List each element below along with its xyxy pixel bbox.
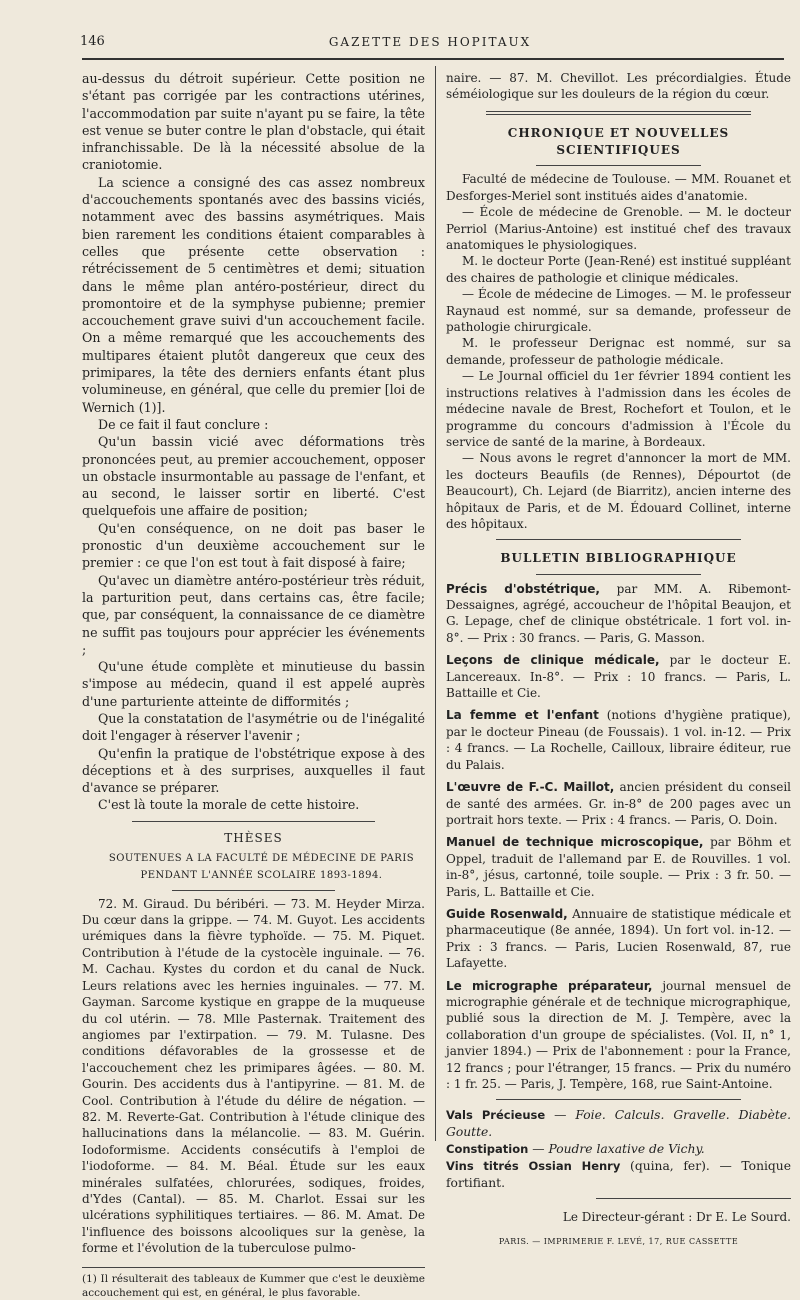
entry-title: Le micrographe préparateur, xyxy=(446,978,653,993)
chronicle-item: — Nous avons le regret d'annoncer la mort de MM. les docteurs Beaufils (de Rennes), Dépourtot (de Beaucourt), Ch. Lejard (de Biarritz), ancien interne des hôpitaux de Paris, et de M. Édouard Collinet, interne des hôpitaux. xyxy=(446,451,791,531)
paragraph: Qu'avec un diamètre antéro-postérieur très réduit, la parturition peut, dans certains cas, être facile; que, par conséquent, la connaissance de ce diamètre ne suffit pas toujours pour apprécier les événements ; xyxy=(82,572,425,657)
theses-subtitle-2: PENDANT L'ANNÉE SCOLAIRE 1893-1894. xyxy=(140,870,383,882)
chronicle-item: — École de médecine de Grenoble. — M. le docteur Perriol (Marius-Antoine) est institué chef des travaux anatomiques le physiologiques. xyxy=(446,205,791,253)
chronicle-item: M. le docteur Porte (Jean-René) est institué suppléant des chaires de pathologie et clinique médicales. xyxy=(446,254,791,285)
entry-text: par le docteur E. Lancereaux. In-8°. — Prix : 10 francs. — Paris, L. Battaille et Cie. xyxy=(446,653,791,701)
signature: Le Directeur-gérant : Dr E. Le Sourd. xyxy=(562,1210,791,1225)
entry-text: par MM. A. Ribemont-Dessaignes, agrégé, accoucheur de l'hôpital Beaujon, et G. Lepage, chef de clinique obstétricale. 1 fort vol. in-8°. — Prix : 30 francs. — Paris, G. Masson. xyxy=(446,581,791,645)
page-header xyxy=(80,34,780,54)
footnote: (1) Il résulterait des tableaux de Kummer que c'est le deuxième accouchement qui est, en général, le plus favorable. xyxy=(82,1267,425,1300)
chronicle-item: Faculté de médecine de Toulouse. — MM. Rouanet et Desforges-Meriel sont institués aides d'anatomie. xyxy=(446,172,791,203)
chronicle-item: — École de médecine de Limoges. — M. le professeur Raynaud est nommé, sur sa demande, professeur de pathologie chirurgicale. xyxy=(446,287,791,335)
paragraph: Que la constatation de l'asymétrie ou de l'inégalité doit l'engager à réserver l'avenir ; xyxy=(82,710,425,744)
entry-title: Leçons de clinique médicale, xyxy=(446,653,660,668)
entry-title: L'œuvre de F.-C. Maillot, xyxy=(446,780,615,795)
page-number: 146 xyxy=(80,34,105,49)
paragraph: Qu'enfin la pratique de l'obstétrique expose à des déceptions et à des surprises, auxquelles il faut d'avance se préparer. xyxy=(82,745,425,796)
entry-title: Précis d'obstétrique, xyxy=(446,581,600,596)
right-column xyxy=(446,70,791,1250)
chronicle-item: M. le professeur Derignac est nommé, sur sa demande, professeur de pathologie médicale. xyxy=(446,336,791,367)
entry-text: par Böhm et Oppel, traduit de l'allemand par E. de Rouvilles. 1 vol. in-8°, jésus, cartonné, toile souple. — Prix : 3 fr. 50. — Paris, L. Battaille et Cie. xyxy=(446,835,791,899)
entry-text: ancien président du conseil de santé des armées. Gr. in-8° de 200 pages avec un portrait hors texte. — Prix : 4 francs. — Paris, O. Doin. xyxy=(446,780,792,827)
bibliography-list xyxy=(446,581,791,1093)
theses-subtitle: SOUTENUES A LA FACULTÉ DE MÉDECINE DE PARIS xyxy=(108,853,415,865)
ad-text: — Poudre laxative de Vichy. xyxy=(528,1142,705,1157)
theses-continuation: naire. — 87. M. Chevillot. Les précordialgies. Étude séméiologique sur les douleurs de la région du cœur. xyxy=(446,71,791,102)
entry-title: Guide Rosenwald, xyxy=(446,906,568,921)
bibliography-title: BULLETIN BIBLIOGRAPHIQUE xyxy=(500,551,737,566)
paragraph: De ce fait il faut conclure : xyxy=(98,416,269,432)
paragraph: au-dessus du détroit supérieur. Cette position ne s'étant pas corrigée par les contractions utérines, l'accommodation par suite n'ayant pu se faire, la tête est venue se buter contre le plan d'obstacle, qui était infranchissable. De là la nécessité absolue de la craniotomie. xyxy=(82,71,425,173)
column-divider xyxy=(435,66,436,1141)
left-column xyxy=(82,70,425,1300)
ad-name: Vins titrés Ossian Henry xyxy=(446,1159,621,1174)
advertisements xyxy=(446,1107,791,1192)
ad-text: (quina, fer). — Tonique fortifiant. xyxy=(446,1159,791,1191)
chronicle-items xyxy=(446,171,791,532)
paragraph: Qu'un bassin vicié avec déformations très prononcées peut, au premier accouchement, opposer un obstacle insurmontable au passage de l'enfant, et au second, le laisser sortir en liberté. C'est quelquefois une affaire de position; xyxy=(82,434,425,519)
bibliography-entry xyxy=(446,906,791,972)
chronicle-title: CHRONIQUE ET NOUVELLES SCIENTIFIQUES xyxy=(507,125,730,158)
entry-title: Manuel de technique microscopique, xyxy=(446,835,704,850)
section-separator xyxy=(536,165,701,166)
section-separator xyxy=(132,821,375,822)
advertisement xyxy=(446,1107,791,1141)
header-rule xyxy=(82,58,784,60)
bibliography-entry xyxy=(446,581,791,647)
bibliography-entry xyxy=(446,707,791,773)
bibliography-entry xyxy=(446,652,791,701)
section-separator xyxy=(496,1099,741,1100)
paragraph: C'est là toute la morale de cette histoire. xyxy=(98,797,360,813)
ad-name: Vals Précieuse xyxy=(446,1108,546,1123)
entry-text: Annuaire de statistique médicale et pharmaceutique (8e année, 1894). Un fort vol. in-12. — Prix : 3 francs. — Paris, Lucien Rosenwald, 87, rue Lafayette. xyxy=(446,906,792,971)
theses-list: 72. M. Giraud. Du béribéri. — 73. M. Heyder Mirza. Du cœur dans la grippe. — 74. M. Guyot. Les accidents urémiques dans la fièvre typhoïde. — 75. M. Piquet. Contribution à l'étude de la cystocèle inguinale. — 76. M. Cachau. Kystes du cordon et du canal de Nuck. Leurs relations avec les hernies inguinales. — 77. M. Gayman. Sarcome kystique en grappe de la muqueuse du col utérin. — 78. Mlle Pasternak. Traitement des angiomes par l'extirpation. — 79. M. Tulasne. Des conditions défavorables de la grossesse et de l'accouchement chez les primipares âgées. — 80. M. Gourin. Des accidents dus à l'antipyrine. — 81. M. de Cool. Contribution à l'étude du délire de négation. — 82. M. Reverte-Gat. Contribution à l'étude clinique des hallucinations dans la mélancolie. — 83. M. Guérin. Iodoformisme. Accidents consécutifs à l'emploi de l'iodoforme. — 84. M. Béal. Étude sur les eaux minérales sulfatées, chlorurées, sodiques, froides, d'Ydes (Cantal). — 85. M. Charlot. Essai sur les ulcérations syphilitiques tertiaires. — 86. M. Amat. De l'influence des boissons alcooliques sur la genèse, la forme et l'évolution de la tuberculose pulmo- xyxy=(82,896,425,1256)
section-separator xyxy=(496,539,741,540)
bibliography-entry xyxy=(446,978,791,1093)
imprint: PARIS. — IMPRIMERIE F. LEVÉ, 17, RUE CASSETTE xyxy=(498,1236,739,1246)
ad-name: Constipation xyxy=(446,1142,529,1157)
ad-text: — Foie. Calculs. Gravelle. Diabète. Goutte. xyxy=(446,1108,791,1140)
section-separator xyxy=(486,111,751,115)
section-separator xyxy=(536,574,701,575)
paragraph: Qu'en conséquence, on ne doit pas baser le pronostic d'un deuxième accouchement sur le premier : ce que l'on est tout à fait disposé à faire; xyxy=(82,520,425,571)
entry-text: (notions d'hygiène pratique), par le docteur Pineau (de Foussais). 1 vol. in-12. — Prix : 4 francs. — La Rochelle, Cailloux, libraire éditeur, rue du Palais. xyxy=(446,708,791,772)
paragraph: Qu'une étude complète et minutieuse du bassin s'impose au médecin, quand il est appelé auprès d'une parturiente atteinte de difformités ; xyxy=(82,659,425,709)
section-separator xyxy=(172,890,335,891)
running-title: GAZETTE DES HOPITAUX xyxy=(328,35,532,49)
chronicle-item: — Le Journal officiel du 1er février 1894 contient les instructions relatives à l'admission dans les écoles de médecine navale de Brest, Rochefort et Toulon, et le programme du concours d'admission à l'École du service de santé de la marine, à Bordeaux. xyxy=(446,369,791,449)
advertisement xyxy=(446,1141,791,1158)
bibliography-entry xyxy=(446,779,791,828)
theses-title: THÈSES xyxy=(224,830,283,845)
entry-title: La femme et l'enfant xyxy=(446,708,599,723)
paragraph: La science a consigné des cas assez nombreux d'accouchements spontanés avec des bassins viciés, notamment avec des bassins asymétriques. Mais bien rarement les conditions étaient comparables à celles que présente cette observation : rétrécissement de 5 centimètres et demi; situation dans le même plan antéro-postérieur, direct du promontoire et de la symphyse pubienne; premier accouchement grave suivi d'un accouchement facile. On a même remarqué que les accouchements des multipares étaient plutôt dangereux que ceux des primipares, la tête des derniers enfants étant plus volumineuse, en général, que celle du premier [loi de Wernich (1)]. xyxy=(82,174,425,415)
advertisement xyxy=(446,1158,791,1192)
entry-text: journal mensuel de micrographie générale et de technique micrographique, publié sous la direction de M. J. Tempère, avec la collaboration d'un groupe de spécialistes. (Vol. II, n° 1, janvier 1894.) — Prix de l'abonnement : pour la France, 12 francs ; pour l'étranger, 15 francs. — Prix du numéro : 1 fr. 25. — Paris, J. Tempère, 168, rue Saint-Antoine. xyxy=(446,978,791,1092)
bibliography-entry xyxy=(446,834,791,900)
section-separator xyxy=(596,1198,791,1199)
